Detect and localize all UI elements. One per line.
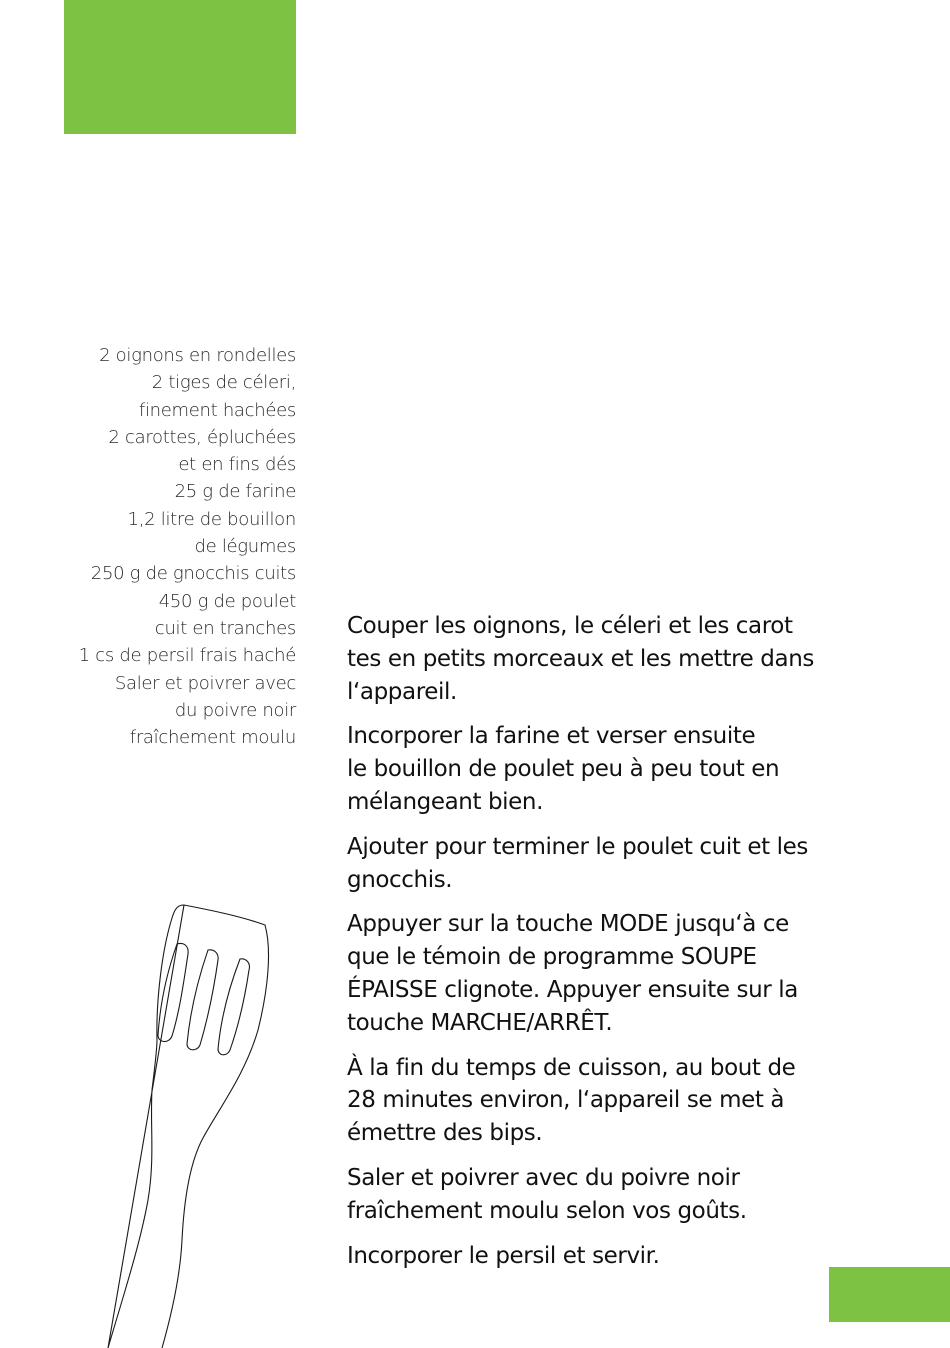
- instruction-line: émettre des bips.: [347, 1120, 543, 1147]
- instruction-step: [347, 610, 832, 708]
- ingredient-line: du poivre noir: [174, 699, 296, 721]
- instruction-line: tes en petits morceaux et les mettre dans: [347, 645, 814, 672]
- ingredient-line: Saler et poivrer avec: [114, 672, 296, 694]
- instruction-step: [347, 1052, 832, 1150]
- ingredient-line: de légumes: [194, 536, 296, 558]
- ingredient-line: fraîchement moulu: [129, 727, 296, 749]
- ingredient-line: 450 g de poulet: [158, 590, 296, 612]
- ingredient-line: 250 g de gnocchis cuits: [90, 563, 296, 585]
- instruction-line: le bouillon de poulet peu à peu tout en: [347, 756, 780, 783]
- instruction-line: Saler et poivrer avec du poivre noir: [347, 1164, 740, 1191]
- instruction-step: [347, 720, 832, 818]
- ingredient-line: 25 g de farine: [174, 481, 296, 503]
- instruction-step: [347, 831, 832, 897]
- instruction-step: [347, 1240, 832, 1273]
- instruction-line: fraîchement moulu selon vos goûts.: [347, 1197, 747, 1224]
- instruction-line: Incorporer le persil et servir.: [347, 1242, 660, 1269]
- instruction-line: Incorporer la farine et verser ensuite: [347, 723, 756, 750]
- instruction-line: ÉPAISSE clignote. Appuyer ensuite sur la: [347, 976, 798, 1003]
- instruction-step: [347, 1162, 832, 1228]
- ingredient-line: 2 carottes, épluchées: [108, 426, 296, 448]
- ingredient-line: 2 oignons en rondelles: [99, 345, 296, 366]
- ingredient-list: [40, 342, 296, 751]
- instruction-line: que le témoin de programme SOUPE: [347, 944, 757, 971]
- instruction-line: touche MARCHE/ARRÊT.: [347, 1009, 613, 1036]
- slotted-spatula-icon: [100, 900, 280, 1348]
- ingredient-line: 1,2 litre de bouillon: [127, 508, 296, 530]
- instruction-line: Couper les oignons, le céleri et les carot: [347, 613, 793, 639]
- ingredient-line: 2 tiges de céleri,: [151, 372, 296, 394]
- instruction-line: 28 minutes environ, l‘appareil se met à: [347, 1087, 785, 1114]
- instruction-line: mélangeant bien.: [347, 788, 543, 815]
- instruction-line: gnocchis.: [347, 866, 453, 893]
- instructions: [347, 610, 832, 1284]
- green-accent-block-bottom: [829, 1267, 950, 1322]
- ingredient-line: et en fins dés: [178, 454, 296, 476]
- instruction-line: Ajouter pour terminer le poulet cuit et les: [347, 833, 808, 860]
- instruction-line: À la fin du temps de cuisson, au bout de: [347, 1054, 796, 1081]
- ingredient-line: finement hachées: [138, 399, 296, 421]
- instruction-line: l‘appareil.: [347, 678, 457, 705]
- ingredient-line: cuit en tranches: [154, 617, 296, 639]
- green-accent-block-top: [64, 0, 296, 134]
- instruction-step: [347, 908, 832, 1039]
- instruction-line: Appuyer sur la touche MODE jusqu‘à ce: [347, 911, 789, 938]
- ingredient-line: 1 cs de persil frais haché: [78, 645, 296, 667]
